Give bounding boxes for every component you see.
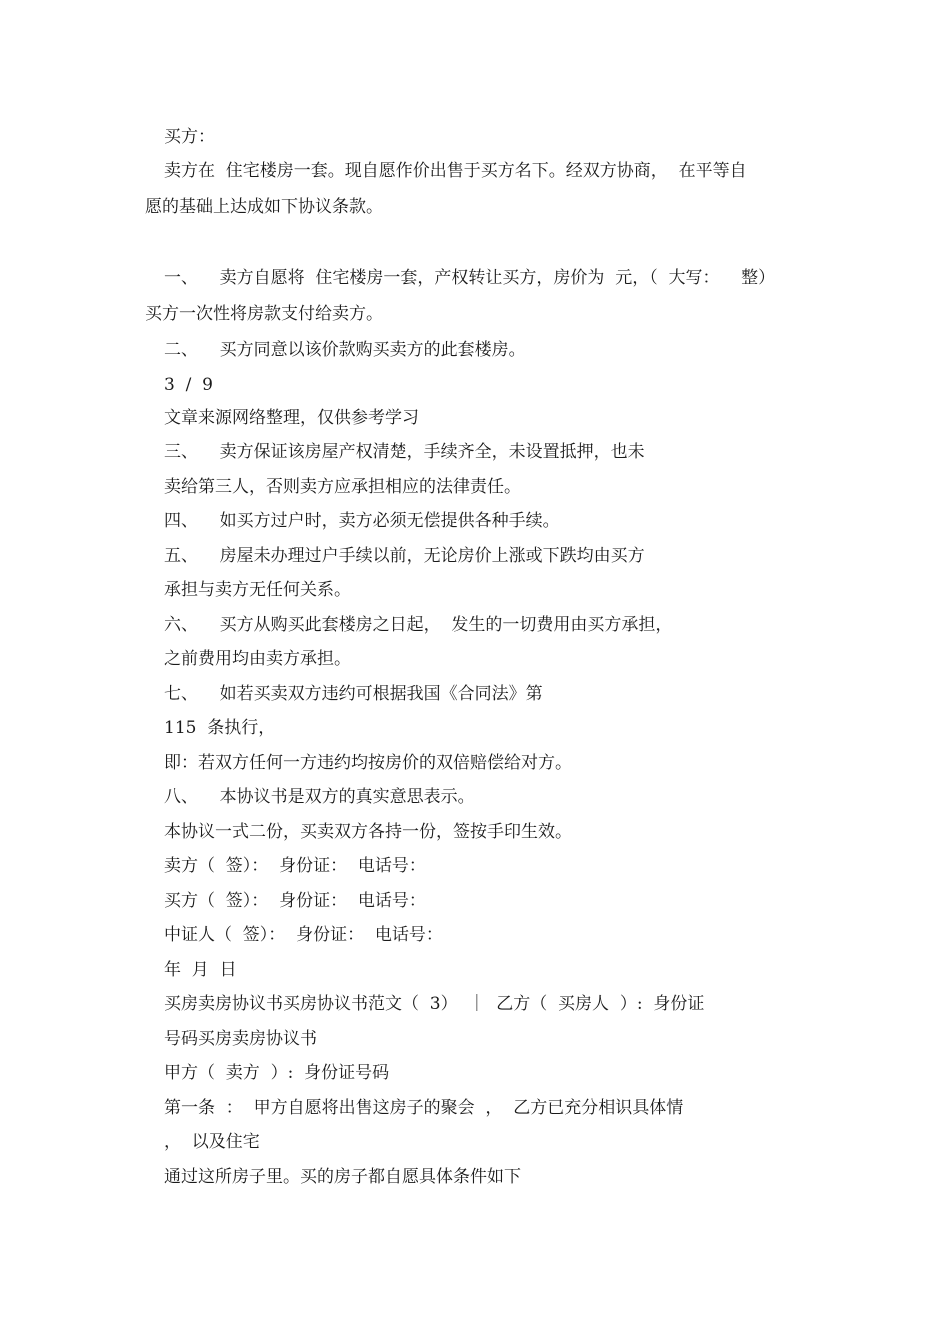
text-line: 三、 卖方保证该房屋产权清楚，手续齐全，未设置抵押，也未: [164, 442, 645, 462]
seller-signature-line: 卖方（ 签）： 身份证： 电话号：: [164, 856, 426, 876]
text-line: 买方一次性将房款支付给卖方。: [145, 304, 383, 324]
text-line: 卖方在 住宅楼房一套。现自愿作价出售于买方名下。经双方协商， 在平等自: [164, 161, 747, 181]
text-line: 115 条执行，: [164, 718, 276, 738]
text-line: 愿的基础上达成如下协议条款。: [145, 197, 383, 217]
text-line: 承担与卖方无任何关系。: [164, 580, 351, 600]
text-line: 一、 卖方自愿将 住宅楼房一套，产权转让买方，房价为 元，（ 大写： 整）: [164, 268, 776, 288]
text-line: 四、 如买方过户时，卖方必须无偿提供各种手续。: [164, 511, 560, 531]
text-line: 号码买房卖房协议书: [164, 1029, 317, 1049]
text-line: 之前费用均由卖方承担。: [164, 649, 351, 669]
source-note: 文章来源网络整理，仅供参考学习: [164, 408, 419, 428]
text-line: 卖给第三人，否则卖方应承担相应的法律责任。: [164, 477, 521, 497]
text-line: 六、 买方从购买此套楼房之日起， 发生的一切费用由买方承担，: [164, 615, 673, 635]
buyer-signature-line: 买方（ 签）： 身份证： 电话号：: [164, 891, 426, 911]
text-line: 买方：: [164, 127, 215, 147]
text-line: 八、 本协议书是双方的真实意思表示。: [164, 787, 475, 807]
witness-signature-line: 中证人（ 签）： 身份证： 电话号：: [164, 925, 443, 945]
text-line: 甲方（ 卖方 ）: 身份证号码: [164, 1063, 390, 1083]
text-line: 二、 买方同意以该价款购买卖方的此套楼房。: [164, 340, 526, 360]
page-number: 3 / 9: [164, 375, 213, 395]
text-line: 即：若双方任何一方违约均按房价的双倍赔偿给对方。: [164, 753, 572, 773]
text-line: 本协议一式二份，买卖双方各持一份，签按手印生效。: [164, 822, 572, 842]
text-line: 五、 房屋未办理过户手续以前，无论房价上涨或下跌均由买方: [164, 546, 645, 566]
text-line: 买房卖房协议书买房协议书范文（ 3） ｜ 乙方（ 买房人 ）: 身份证: [164, 994, 705, 1014]
text-line: 通过这所房子里。买的房子都自愿具体条件如下: [164, 1167, 521, 1187]
text-line: 七、 如若买卖双方违约可根据我国《合同法》第: [164, 684, 543, 704]
date-line: 年 月 日: [164, 960, 237, 980]
text-line: 第一条 ： 甲方自愿将出售这房子的聚会 ， 乙方已充分相识具体情: [164, 1098, 684, 1118]
text-line: ， 以及住宅: [164, 1132, 260, 1152]
